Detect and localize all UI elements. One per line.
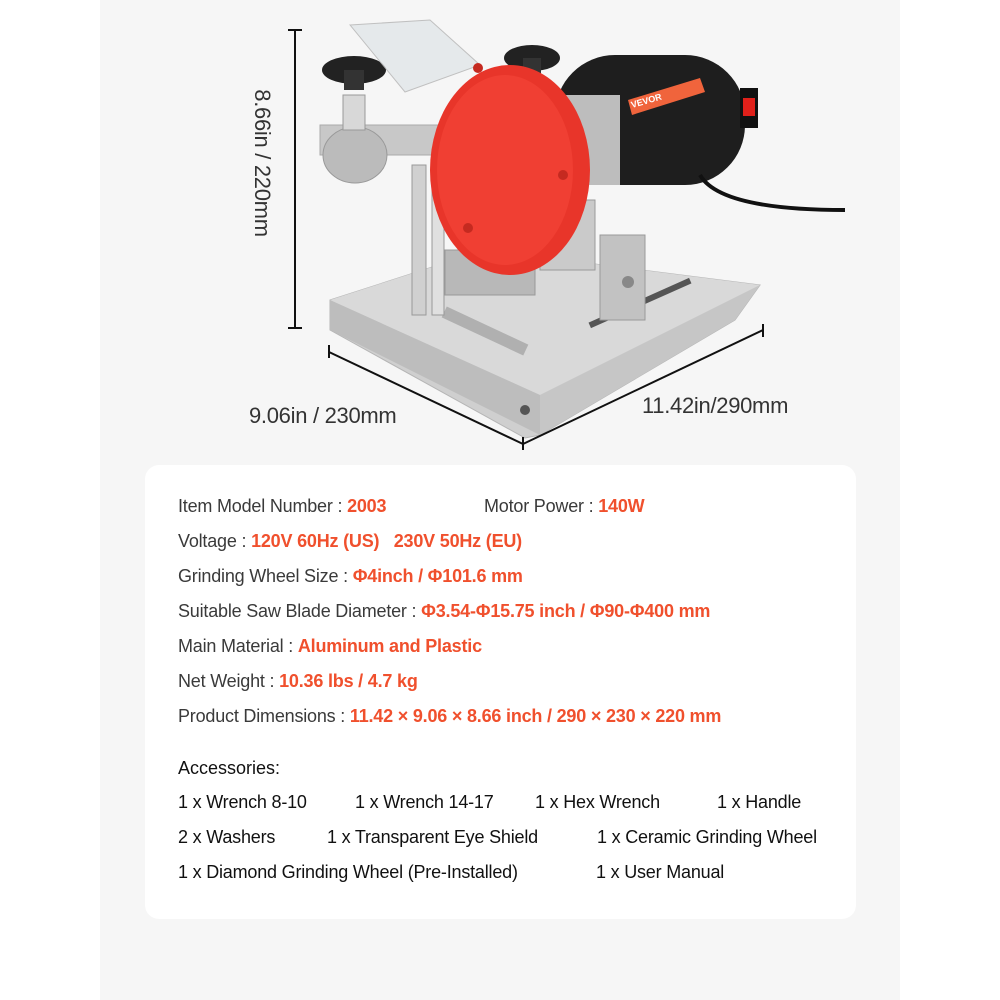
accessories-title: Accessories: xyxy=(178,758,281,778)
motor-housing xyxy=(555,55,845,210)
accessory-item: 1 x Handle xyxy=(717,792,802,812)
accessory-item: 2 x Washers xyxy=(178,827,276,847)
power-switch xyxy=(743,98,755,116)
height-dimension-label: 8.66in / 220mm xyxy=(250,89,275,237)
spec-main-material: Main Material : Aluminum and Plastic xyxy=(178,636,482,656)
spec-motor-power: Motor Power : 140W xyxy=(484,496,645,516)
spec-voltage: Voltage : 120V 60Hz (US) 230V 50Hz (EU) xyxy=(178,531,522,551)
accessory-item: 1 x User Manual xyxy=(596,862,725,882)
spec-model-number: Item Model Number : 2003 xyxy=(178,496,387,516)
accessory-item: 1 x Transparent Eye Shield xyxy=(327,827,538,847)
product-image xyxy=(0,0,1000,470)
accessory-item: 1 x Hex Wrench xyxy=(535,792,660,812)
spec-saw-blade-diameter: Suitable Saw Blade Diameter : Φ3.54-Φ15.75 inch / Φ90-Φ400 mm xyxy=(178,601,711,621)
spec-net-weight: Net Weight : 10.36 lbs / 4.7 kg xyxy=(178,671,418,691)
power-cord xyxy=(700,175,845,210)
accessory-item: 1 x Wrench 8-10 xyxy=(178,792,307,812)
svg-text:VEVOR: VEVOR xyxy=(629,91,663,110)
accessory-item: 1 x Diamond Grinding Wheel (Pre-Installed) xyxy=(178,862,518,882)
spec-card xyxy=(145,465,856,919)
length-dimension-label: 11.42in/290mm xyxy=(642,393,789,418)
width-dimension-label: 9.06in / 230mm xyxy=(249,403,397,428)
spec-grinding-wheel-size: Grinding Wheel Size : Φ4inch / Φ101.6 mm xyxy=(178,566,523,586)
spec-product-dimensions: Product Dimensions : 11.42 × 9.06 × 8.66 inch / 290 × 230 × 220 mm xyxy=(178,706,722,726)
accessory-item: 1 x Wrench 14-17 xyxy=(355,792,494,812)
accessory-item: 1 x Ceramic Grinding Wheel xyxy=(597,827,817,847)
